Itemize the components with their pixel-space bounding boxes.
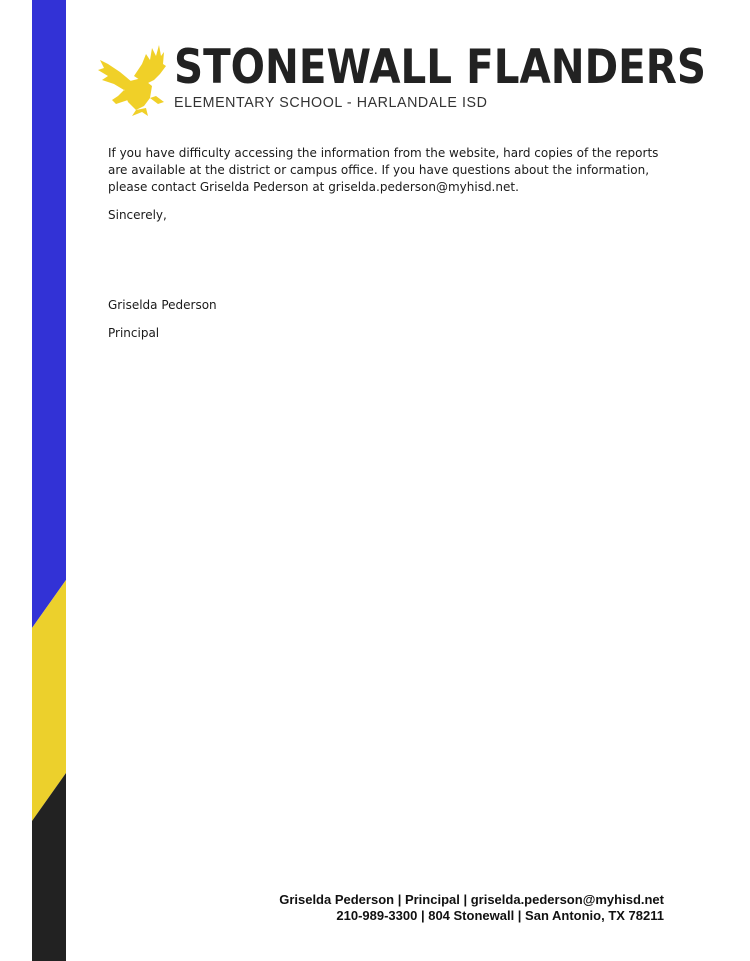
school-name: STONEWALL FLANDERS bbox=[174, 40, 707, 95]
stripe-blue-segment bbox=[32, 0, 66, 628]
decorative-side-stripe bbox=[32, 0, 66, 961]
letter-paragraph: If you have difficulty accessing the information from the website, hard copies of the reports are available at the district or campus office. If you have questions about the information, please contact Griselda Pederson at griselda.pederson@myhisd.net. bbox=[108, 146, 659, 194]
footer-contact-line: Griselda Pederson | Principal | griselda.pederson@myhisd.net bbox=[279, 892, 664, 907]
signature-title: Principal bbox=[108, 326, 160, 340]
letterhead-footer bbox=[279, 892, 664, 924]
school-subtitle: ELEMENTARY SCHOOL - HARLANDALE ISD bbox=[174, 94, 488, 111]
letter-body bbox=[108, 145, 668, 342]
signature-name: Griselda Pederson bbox=[108, 298, 217, 312]
eagle-icon bbox=[98, 42, 168, 116]
letter-closing: Sincerely, bbox=[108, 208, 167, 222]
footer-address-line: 210-989-3300 | 804 Stonewall | San Antonio, TX 78211 bbox=[336, 908, 664, 923]
